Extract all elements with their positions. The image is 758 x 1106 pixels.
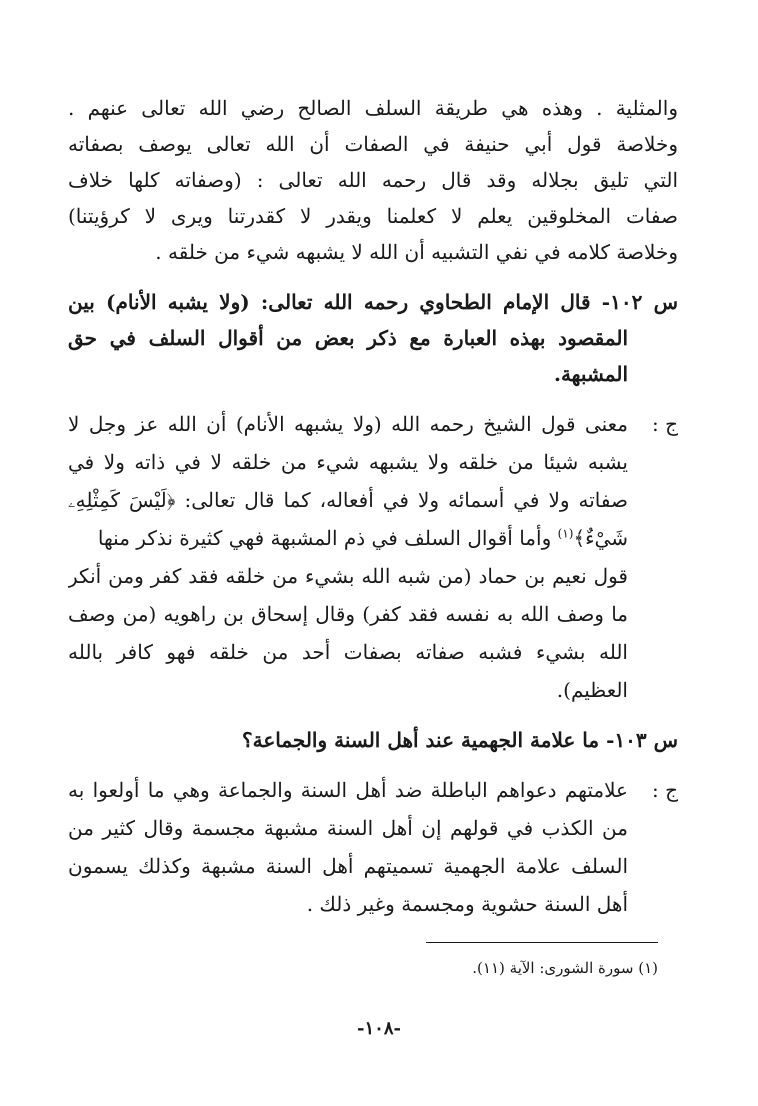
answer-102-line: العظيم). — [556, 678, 628, 702]
answer-102-line: الله بشيء فشبه صفاته بصفات أحد من خلقه فهو كافر بالله — [68, 640, 628, 664]
answer-103-line: من الكذب في قولهم إن أهل السنة مشبهة مجسمة وقال كثير من — [68, 816, 628, 840]
footnote: (١) سورة الشورى: الآية (١١). — [472, 959, 658, 977]
answer-103-line: السلف علامة الجهمية تسميتهم أهل السنة مشبهة وكذلك يسمون — [68, 854, 628, 878]
answer-102-line: معنى قول الشيخ رحمه الله (ولا يشبهه الأنام) أن الله عز وجل لا — [68, 412, 628, 436]
question-102-heading: س ١٠٢- قال الإمام الطحاوي رحمه الله تعالى: (ولا يشبه الأنام) بين — [68, 290, 678, 314]
answer-102-line: يشبه شيئا من خلقه ولا يشبهه شيء من خلقه لا في ذاته ولا في — [68, 450, 628, 474]
intro-line: التي تليق بجلاله وقد قال رحمه الله تعالى : (وصفاته كلها خلاف — [68, 168, 678, 192]
verse-fragment: شَيْءٌ﴾ — [573, 526, 628, 550]
answer-102-line-continued: وأما أقوال السلف في ذم المشبهة فهي كثيرة نذكر منها — [97, 526, 552, 550]
intro-line: صفات المخلوقين يعلم لا كعلمنا ويقدر لا كقدرتنا ويرى لا كرؤيتنا) — [68, 204, 678, 228]
footnote-divider — [426, 942, 658, 943]
answer-102-line-with-verse — [68, 520, 628, 556]
answer-102-line: صفاته ولا في أسمائه ولا في أفعاله، كما قال تعالى: ﴿لَيْسَ كَمِثْلِهِۦ — [68, 488, 628, 512]
answer-102-line: قول نعيم بن حماد (من شبه الله بشيء من خلقه فقد كفر ومن أنكر — [68, 564, 628, 588]
question-102-line: المشبهة. — [554, 362, 628, 386]
intro-line: والمثلية . وهذه هي طريقة السلف الصالح رضي الله تعالى عنهم . — [68, 96, 678, 120]
answer-103-line: علامتهم دعواهم الباطلة ضد أهل السنة والجماعة وهي ما أولعوا به — [68, 778, 628, 802]
answer-102-line: ما وصف الله به نفسه فقد كفر) وقال إسحاق بن راهويه (من وصف — [68, 602, 628, 626]
page-number: -١٠٨- — [357, 1018, 401, 1039]
question-103-heading: س ١٠٣- ما علامة الجهمية عند أهل السنة والجماعة؟ — [242, 728, 678, 752]
answer-103-prefix: ج : — [651, 778, 678, 802]
answer-103-line: أهل السنة حشوية ومجسمة وغير ذلك . — [306, 892, 628, 916]
intro-line: وخلاصة قول أبي حنيفة في الصفات أن الله تعالى يوصف بصفاته — [68, 132, 678, 156]
question-102-line: المقصود بهذه العبارة مع ذكر بعض من أقوال السلف في حق — [68, 326, 628, 350]
footnote-marker: (١) — [557, 526, 574, 541]
intro-line: وخلاصة كلامه في نفي التشبيه أن الله لا يشبهه شيء من خلقه . — [155, 240, 678, 264]
answer-102-prefix: ج : — [651, 412, 678, 436]
